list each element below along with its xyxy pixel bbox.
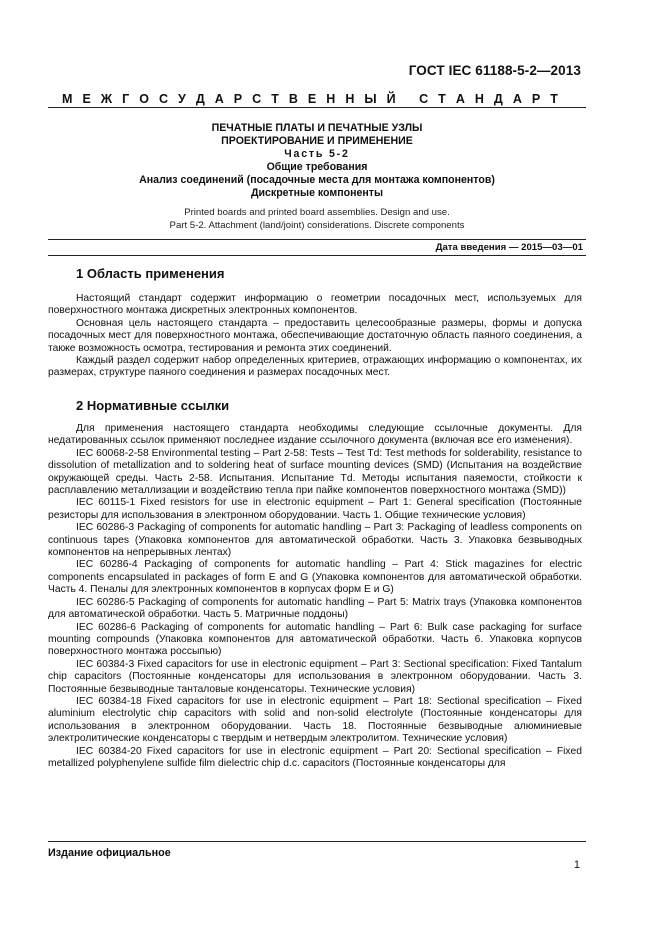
date-rule <box>48 255 586 256</box>
document-code: ГОСТ IEC 61188-5-2—2013 <box>408 63 581 78</box>
banner-letter: А <box>214 92 224 106</box>
reference-entry: IEC 60384-20 Fixed capacitors for use in electronic equipment – Part 20: Sectional specification – Fixed metallized polyphenylene sulfide film dielectric chip d.c. capacitors (Постоянные конденсаторы для <box>48 745 582 769</box>
banner-letter: У <box>178 92 186 106</box>
reference-entry: IEC 60115-1 Fixed resistors for use in electronic equipment – Part 1: General specification (Постоянные резисторы для использования в электронном оборудовании. Часть 1. Общие технические условия) <box>48 497 582 521</box>
official-edition-label: Издание официальное <box>48 847 171 859</box>
banner-letter: О <box>139 92 149 106</box>
banner-letter: Н <box>345 92 355 106</box>
banner-letter: Ы <box>364 92 377 106</box>
banner-letter: А <box>512 92 522 106</box>
paragraph: Настоящий стандарт содержит информацию о геометрии посадочных мест, используемых для поверхностного монтажа дискретных электронных компонентов. <box>48 293 582 317</box>
banner-letter: Е <box>307 92 317 106</box>
banner-letter: Т <box>438 92 446 106</box>
reference-entry: IEC 60286-6 Packaging of components for automatic handling – Part 6: Bulk case packaging for surface mounting compounds (Упаковка компонентов для автоматической обработки. Часть 6. Упаковка корпусов поверхностного монтажа россыпью) <box>48 621 582 658</box>
reference-entry: IEC 60286-5 Packaging of components for automatic handling – Part 5: Matrix trays (Упаковка компонентов для автоматической обработки. Часть 5. Матричные поддоны) <box>48 596 582 621</box>
section-heading: 1 Область применения <box>76 266 225 281</box>
banner-letter: М <box>62 92 73 106</box>
footer-rule <box>48 841 586 842</box>
banner-letter: Й <box>386 92 396 106</box>
title-block <box>48 122 586 232</box>
reference-entry: IEC 60384-18 Fixed capacitors for use in electronic equipment – Part 18: Sectional specification – Fixed aluminium electrolytic chip capacitors with solid and non-solid electrolyte (Постоянные конденсаторы для использования в электронном оборудовании. Часть 18. Постоянные безвыводные алюминиевые электролитические конденсаторы с твердым и нетвердым электролитом. Технические условия) <box>48 695 582 745</box>
title-part: Часть 5-2 <box>284 148 350 160</box>
section-body <box>48 423 582 770</box>
banner-letter: Н <box>474 92 484 106</box>
reference-entry: IEC 60286-3 Packaging of components for automatic handling – Part 3: Packaging of leadless components on continuous tapes (Упаковка компонентов для автоматической обработки. Часть 3. Упаковка безвыводных компонентов на непрерывных лентах) <box>48 522 582 559</box>
reference-entry: IEC 60068-2-58 Environmental testing – Part 2-58: Tests – Test Td: Test methods for solderability, resistance to dissolution of metallization and to soldering heat of surface mounting devices (SMD) (Испытания на воздействие окружающей среды. Часть 2-58. Испытания. Испытание Td. Методы испытания паяемости, стойкости к расплавлению металлизации и воздействию тепла при пайке компонентов поверхностного монтажа (SMD)) <box>48 447 582 497</box>
title-line: ПЕЧАТНЫЕ ПЛАТЫ И ПЕЧАТНЫЕ УЗЛЫ <box>211 122 423 134</box>
paragraph: Каждый раздел содержит набор определенных критериев, отражающих информацию о компонентах, их размерах, структуре паяного соединения и размерах посадочных мест. <box>48 355 582 379</box>
banner-letter: Т <box>550 92 558 106</box>
title-line: Дискретные компоненты <box>250 187 384 199</box>
banner-letter: Д <box>195 92 205 106</box>
banner-letter <box>406 92 409 106</box>
page-number: 1 <box>573 859 580 871</box>
section-heading: 2 Нормативные ссылки <box>76 398 230 413</box>
title-line: ПРОЕКТИРОВАНИЕ И ПРИМЕНЕНИЕ <box>221 135 413 147</box>
banner-letter: Н <box>326 92 336 106</box>
english-title-line: Printed boards and printed board assemblies. Design and use. <box>184 207 450 218</box>
paragraph: Для применения настоящего стандарта необходимы следующие ссылочные документы. Для недатированных ссылок применяют последнее издание ссылочного документа (включая все его изменения). <box>48 423 582 447</box>
introduction-date: Дата введения — 2015—03—01 <box>435 242 583 253</box>
interstate-standard-banner <box>62 92 558 106</box>
paragraph: Основная цель настоящего стандарта – предоставить целесообразные размеры, формы и допуска посадочных мест для поверхностного монтажа, обеспечивающие достаточную область паяного соединения, а также возможность осмотра, тестирования и ремонта этих соединений. <box>48 317 582 354</box>
banner-letter: Р <box>531 92 541 106</box>
title-line: Анализ соединений (посадочные места для монтажа компонентов) <box>139 174 495 186</box>
banner-letter: С <box>419 92 429 106</box>
title-line: Общие требования <box>266 161 368 173</box>
banner-letter: В <box>288 92 298 106</box>
reference-entry: IEC 60384-3 Fixed capacitors for use in electronic equipment – Part 3: Sectional specification: Fixed Tantalum chip capacitors (Постоянные конденсаторы для использования в электронном оборудовании. Часть 3. Постоянные безвыводные танталовые конденсаторы. Технические условия) <box>48 658 582 695</box>
banner-letter: Е <box>82 92 91 106</box>
banner-letter: С <box>158 92 169 106</box>
reference-entry: IEC 60286-4 Packaging of components for automatic handling – Part 4: Stick magazines for electric components encapsulated in packages of form E and G (Упаковка компонентов для автоматической обработки. Часть 4. Пеналы для электронных компонентов в корпусах форм E и G) <box>48 559 582 596</box>
title-rule <box>48 239 586 240</box>
english-title-line: Part 5-2. Attachment (land/joint) considerations. Discrete components <box>169 220 465 231</box>
banner-letter: Ж <box>100 92 113 106</box>
banner-letter: С <box>252 92 262 106</box>
banner-letter: А <box>455 92 465 106</box>
banner-letter: Г <box>122 92 130 106</box>
banner-letter: Т <box>271 92 279 106</box>
section-body <box>48 293 582 380</box>
header-rule <box>48 107 586 108</box>
banner-letter: Д <box>493 92 503 106</box>
banner-letter: Р <box>233 92 243 106</box>
